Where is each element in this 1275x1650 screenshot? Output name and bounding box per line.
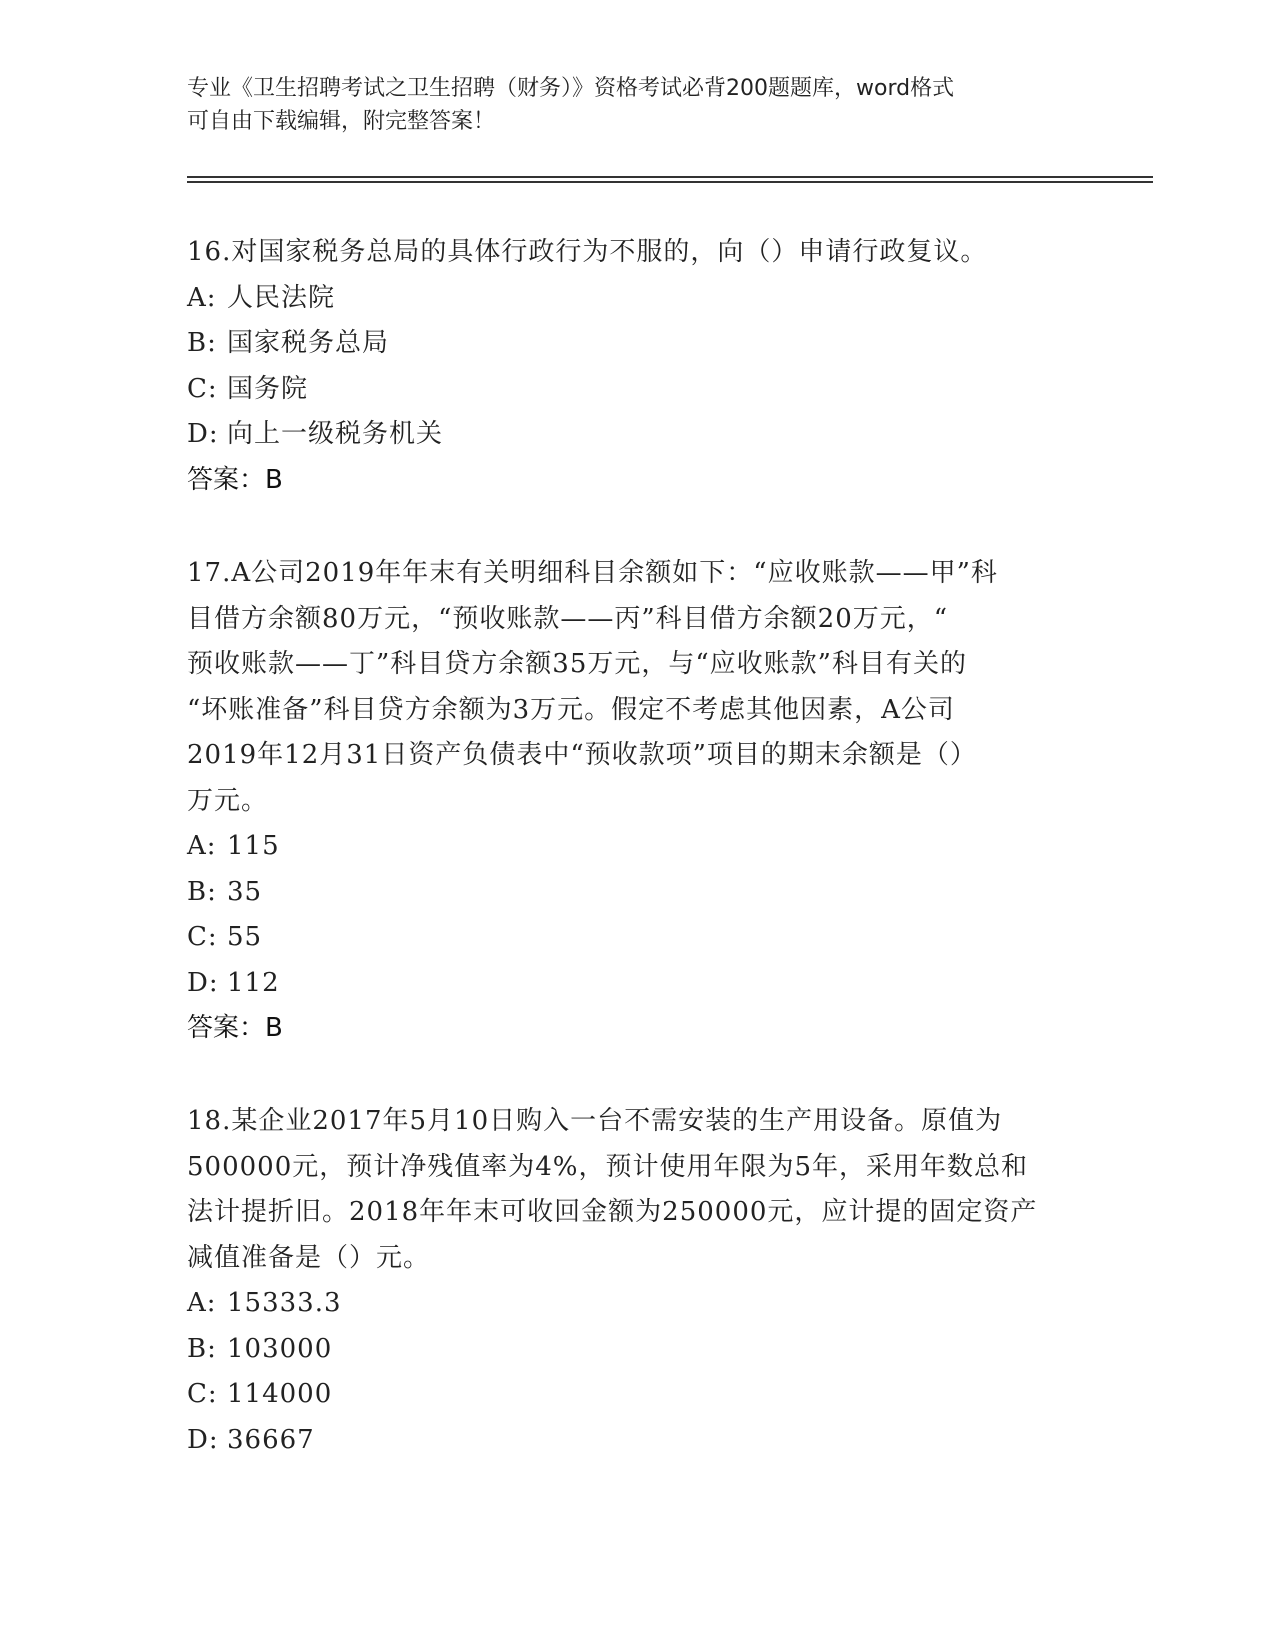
option-text: 向上一级税务机关 xyxy=(227,419,444,449)
option-letter: A: xyxy=(187,831,217,861)
option-b xyxy=(187,870,1087,916)
option-b xyxy=(187,321,1087,367)
question-stem xyxy=(187,1099,1087,1281)
option-d xyxy=(187,961,1087,1007)
stem-line: 2019年12月31日资产负债表中“预收款项”项目的期末余额是（） xyxy=(187,740,977,770)
question-18 xyxy=(187,1099,1087,1463)
option-d xyxy=(187,412,1087,458)
header-line-2: 可自由下载编辑，附完整答案！ xyxy=(187,109,496,134)
option-d xyxy=(187,1418,1087,1464)
question-stem xyxy=(187,551,1087,824)
header-divider-bottom xyxy=(187,181,1153,183)
option-letter: D: xyxy=(187,967,219,998)
option-text: 114000 xyxy=(227,1379,333,1409)
option-text: 国家税务总局 xyxy=(227,328,390,358)
question-stem: 16.对国家税务总局的具体行政行为不服的，向（）申请行政复议。 xyxy=(187,237,988,267)
option-c xyxy=(187,1372,1087,1418)
option-c xyxy=(187,915,1087,961)
stem-line: 18.某企业2017年5月10日购入一台不需安装的生产用设备。原值为 xyxy=(187,1106,1003,1136)
option-text: 115 xyxy=(227,831,280,861)
stem-line: 预收账款——丁”科目贷方余额35万元，与“应收账款”科目有关的 xyxy=(187,649,967,679)
answer: 答案：B xyxy=(187,464,283,495)
stem-line: 万元。 xyxy=(187,785,269,816)
option-b xyxy=(187,1327,1087,1373)
option-c xyxy=(187,367,1087,413)
option-text: 国务院 xyxy=(227,373,309,404)
option-letter: C: xyxy=(187,373,218,404)
option-text: 36667 xyxy=(227,1424,315,1455)
stem-line: 500000元，预计净残值率为4%，预计使用年限为5年，采用年数总和 xyxy=(187,1151,1029,1182)
option-text: 112 xyxy=(227,967,280,998)
option-a xyxy=(187,1281,1087,1327)
option-letter: A: xyxy=(187,1288,217,1318)
option-letter: B: xyxy=(187,1333,217,1364)
header-divider-top xyxy=(187,176,1153,178)
header-line-1: 专业《卫生招聘考试之卫生招聘（财务）》资格考试必背200题题库，word格式 xyxy=(187,76,955,101)
stem-line: 减值准备是（）元。 xyxy=(187,1242,431,1273)
option-text: 103000 xyxy=(227,1333,333,1364)
option-text: 15333.3 xyxy=(227,1288,342,1318)
question-16 xyxy=(187,230,1087,503)
option-letter: A: xyxy=(187,282,217,313)
option-letter: C: xyxy=(187,922,218,952)
option-text: 55 xyxy=(227,922,263,952)
stem-line: 17.A公司2019年年末有关明细科目余额如下：“应收账款——甲”科 xyxy=(187,558,998,588)
stem-line: 法计提折旧。2018年年末可收回金额为250000元，应计提的固定资产 xyxy=(187,1197,1038,1227)
document-header xyxy=(187,72,1087,138)
stem-line: “坏账准备”科目贷方余额为3万元。假定不考虑其他因素，A公司 xyxy=(187,694,955,725)
option-text: 35 xyxy=(227,876,263,907)
option-text: 人民法院 xyxy=(227,282,336,313)
option-letter: B: xyxy=(187,328,217,358)
option-letter: C: xyxy=(187,1379,218,1409)
answer: 答案：B xyxy=(187,1013,283,1043)
option-letter: D: xyxy=(187,1424,219,1455)
option-a xyxy=(187,824,1087,870)
stem-line: 目借方余额80万元，“预收账款——丙”科目借方余额20万元，“ xyxy=(187,603,949,634)
question-17 xyxy=(187,551,1087,1052)
option-a xyxy=(187,276,1087,322)
option-letter: B: xyxy=(187,876,217,907)
option-letter: D: xyxy=(187,419,219,449)
